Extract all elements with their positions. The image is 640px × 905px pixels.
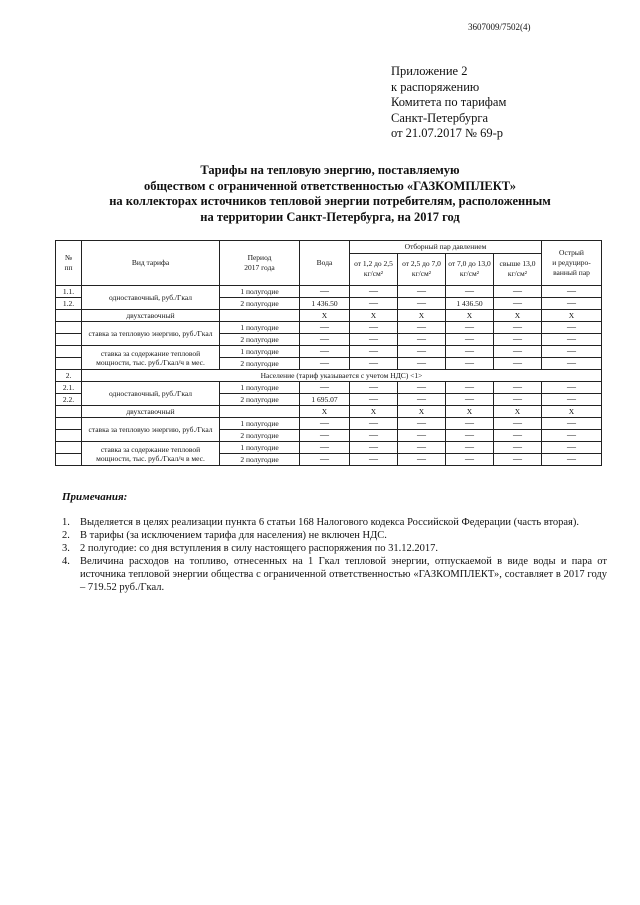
row-num: 2.2. — [56, 394, 82, 406]
value-cell: — — [446, 430, 494, 442]
period-cell: 1 полугодие — [220, 442, 300, 454]
value-cell: — — [542, 418, 602, 430]
value-cell: X — [446, 406, 494, 418]
col-header-pressure-3: от 7,0 до 13,0 кг/см² — [446, 253, 494, 285]
col-header-pressure-1: от 1,2 до 2,5 кг/см² — [350, 253, 398, 285]
period-cell: 2 полугодие — [220, 430, 300, 442]
value-cell: — — [542, 346, 602, 358]
appendix-line: Санкт-Петербурга — [391, 110, 489, 125]
col-header-sharp-steam: Острый и редуциро- ванный пар — [542, 241, 602, 286]
note-item — [62, 529, 607, 542]
value-cell: — — [300, 286, 350, 298]
value-cell: — — [542, 454, 602, 466]
col-header-num: № пп — [56, 241, 82, 286]
note-number: 2. — [62, 530, 70, 541]
period-cell: 1 полугодие — [220, 418, 300, 430]
value-cell: — — [300, 322, 350, 334]
note-item — [62, 555, 607, 594]
value-cell: — — [398, 346, 446, 358]
value-cell: — — [300, 454, 350, 466]
value-cell: X — [398, 406, 446, 418]
value-cell: — — [350, 418, 398, 430]
value-cell: — — [494, 442, 542, 454]
value-cell: — — [350, 442, 398, 454]
col-header-pressure-2: от 2,5 до 7,0 кг/см² — [398, 253, 446, 285]
value-cell: — — [542, 430, 602, 442]
period-cell: 1 полугодие — [220, 346, 300, 358]
value-cell: — — [446, 394, 494, 406]
value-cell: — — [350, 454, 398, 466]
row-num — [56, 346, 82, 358]
value-cell: X — [494, 406, 542, 418]
col-header-tariff-type: Вид тарифа — [82, 241, 220, 286]
row-num: 2.1. — [56, 382, 82, 394]
table-header-row — [56, 241, 602, 254]
value-cell: — — [398, 430, 446, 442]
row-num — [56, 322, 82, 334]
value-cell: — — [350, 322, 398, 334]
period-cell: 1 полугодие — [220, 382, 300, 394]
value-cell: — — [446, 286, 494, 298]
value-cell: — — [542, 298, 602, 310]
value-cell: — — [398, 358, 446, 370]
row-num — [56, 430, 82, 442]
value-cell: — — [494, 394, 542, 406]
value-cell: — — [300, 334, 350, 346]
row-num — [56, 406, 82, 418]
value-cell: — — [542, 442, 602, 454]
document-title — [60, 163, 600, 225]
table-row — [56, 382, 602, 394]
value-cell: — — [300, 358, 350, 370]
value-cell: 1 436.50 — [446, 298, 494, 310]
value-cell: — — [398, 382, 446, 394]
table-row — [56, 322, 602, 334]
value-cell: — — [350, 346, 398, 358]
notes-title: Примечания: — [62, 491, 128, 503]
appendix-line: от 21.07.2017 № 69-р — [391, 126, 504, 140]
value-cell: X — [300, 310, 350, 322]
col-header-steam-group: Отборный пар давлением — [350, 241, 542, 254]
period-cell: 2 полугодие — [220, 394, 300, 406]
tariff-name: ставка за тепловую энергию, руб./Гкал — [82, 322, 220, 346]
row-num — [56, 334, 82, 346]
tariff-name: ставка за содержание тепловой мощности, тыс. руб./Гкал/ч в мес. — [82, 346, 220, 370]
section-header: Население (тариф указывается с учетом НДС) <1> — [82, 370, 602, 382]
value-cell: X — [300, 406, 350, 418]
value-cell: — — [542, 358, 602, 370]
tariff-name: двухставочный — [82, 310, 220, 322]
value-cell: — — [300, 346, 350, 358]
value-cell: — — [542, 382, 602, 394]
appendix-line: Приложение 2 — [391, 64, 468, 78]
table-row — [56, 442, 602, 454]
title-line: на территории Санкт-Петербурга, на 2017 год — [200, 209, 460, 224]
row-num — [56, 358, 82, 370]
table-row — [56, 418, 602, 430]
value-cell: — — [398, 334, 446, 346]
value-cell: — — [300, 418, 350, 430]
row-num: 1.1. — [56, 286, 82, 298]
tariff-table — [55, 240, 602, 466]
value-cell: — — [494, 286, 542, 298]
period-cell: 2 полугодие — [220, 358, 300, 370]
row-num — [56, 454, 82, 466]
value-cell: — — [398, 394, 446, 406]
table-row — [56, 346, 602, 358]
tariff-name: ставка за тепловую энергию, руб./Гкал — [82, 418, 220, 442]
value-cell: — — [398, 418, 446, 430]
value-cell: — — [494, 346, 542, 358]
note-text: Величина расходов на топливо, отнесенных на 1 Гкал тепловой энергии, отпускаемой в виде воды и пара от источника тепловой энергии общества с ограниченной ответственностью «ГАЗКОМПЛЕКТ», составляет в 2017 году – 719.52 руб./Гкал. — [80, 556, 607, 593]
value-cell: — — [446, 322, 494, 334]
value-cell: — — [350, 394, 398, 406]
value-cell: — — [446, 454, 494, 466]
appendix-line: Комитета по тарифам — [391, 95, 507, 109]
value-cell: — — [542, 322, 602, 334]
note-item — [62, 516, 607, 529]
value-cell: — — [494, 358, 542, 370]
value-cell: — — [494, 454, 542, 466]
value-cell: — — [494, 382, 542, 394]
period-cell: 1 полугодие — [220, 322, 300, 334]
col-header-water: Вода — [300, 241, 350, 286]
value-cell: — — [350, 382, 398, 394]
value-cell: — — [494, 430, 542, 442]
row-num: 1.2. — [56, 298, 82, 310]
table-row — [56, 370, 602, 382]
table-row — [56, 310, 602, 322]
value-cell: — — [300, 382, 350, 394]
period-cell: 1 полугодие — [220, 286, 300, 298]
value-cell: — — [494, 322, 542, 334]
period-cell — [220, 406, 300, 418]
value-cell: — — [398, 322, 446, 334]
value-cell: — — [350, 286, 398, 298]
tariff-name: одноставочный, руб./Гкал — [82, 382, 220, 406]
value-cell: — — [398, 298, 446, 310]
value-cell: — — [350, 334, 398, 346]
period-cell: 2 полугодие — [220, 334, 300, 346]
title-line: на коллекторах источников тепловой энергии потребителям, расположенным — [109, 194, 551, 208]
row-num: 2. — [56, 370, 82, 382]
value-cell: — — [542, 394, 602, 406]
value-cell: 1 436.50 — [300, 298, 350, 310]
note-number: 4. — [62, 556, 70, 567]
row-num — [56, 310, 82, 322]
row-num — [56, 418, 82, 430]
value-cell: — — [446, 442, 494, 454]
tariff-name: ставка за содержание тепловой мощности, тыс. руб./Гкал/ч в мес. — [82, 442, 220, 466]
value-cell: X — [350, 406, 398, 418]
period-cell — [220, 310, 300, 322]
value-cell: — — [446, 334, 494, 346]
value-cell: 1 695.07 — [300, 394, 350, 406]
value-cell: — — [494, 298, 542, 310]
value-cell: X — [542, 310, 602, 322]
value-cell: — — [494, 334, 542, 346]
col-header-period: Период 2017 года — [220, 241, 300, 286]
value-cell: — — [446, 346, 494, 358]
tariff-name: двухставочный — [82, 406, 220, 418]
document-number: 3607009/7502(4) — [468, 22, 531, 32]
tariff-name: одноставочный, руб./Гкал — [82, 286, 220, 310]
period-cell: 2 полугодие — [220, 298, 300, 310]
value-cell: X — [446, 310, 494, 322]
appendix-line: к распоряжению — [391, 79, 480, 94]
period-cell: 2 полугодие — [220, 454, 300, 466]
value-cell: — — [300, 430, 350, 442]
value-cell: — — [398, 454, 446, 466]
note-number: 1. — [62, 517, 70, 528]
value-cell: — — [542, 334, 602, 346]
note-text: 2 полугодие: со дня вступления в силу настоящего распоряжения по 31.12.2017. — [80, 543, 438, 554]
value-cell: — — [350, 358, 398, 370]
value-cell: X — [542, 406, 602, 418]
note-text: Выделяется в целях реализации пункта 6 статьи 168 Налогового кодекса Российской Федерации (часть вторая). — [80, 517, 580, 528]
value-cell: — — [446, 418, 494, 430]
value-cell: — — [494, 418, 542, 430]
table-row — [56, 286, 602, 298]
table-row — [56, 406, 602, 418]
title-line: Тарифы на тепловую энергию, поставляемую — [200, 163, 460, 177]
value-cell: X — [494, 310, 542, 322]
value-cell: — — [446, 382, 494, 394]
value-cell: — — [542, 286, 602, 298]
note-number: 3. — [62, 543, 70, 554]
value-cell: — — [446, 358, 494, 370]
value-cell: X — [350, 310, 398, 322]
value-cell: — — [300, 442, 350, 454]
notes-list — [62, 516, 607, 594]
value-cell: — — [350, 298, 398, 310]
value-cell: — — [398, 286, 446, 298]
row-num — [56, 442, 82, 454]
appendix-block — [391, 64, 506, 142]
col-header-pressure-4: свыше 13,0 кг/см² — [494, 253, 542, 285]
note-text: В тарифы (за исключением тарифа для населения) не включен НДС. — [80, 530, 387, 541]
title-line: обществом с ограниченной ответственностью «ГАЗКОМПЛЕКТ» — [143, 178, 517, 193]
value-cell: — — [350, 430, 398, 442]
value-cell: — — [398, 442, 446, 454]
value-cell: X — [398, 310, 446, 322]
note-item — [62, 542, 607, 555]
